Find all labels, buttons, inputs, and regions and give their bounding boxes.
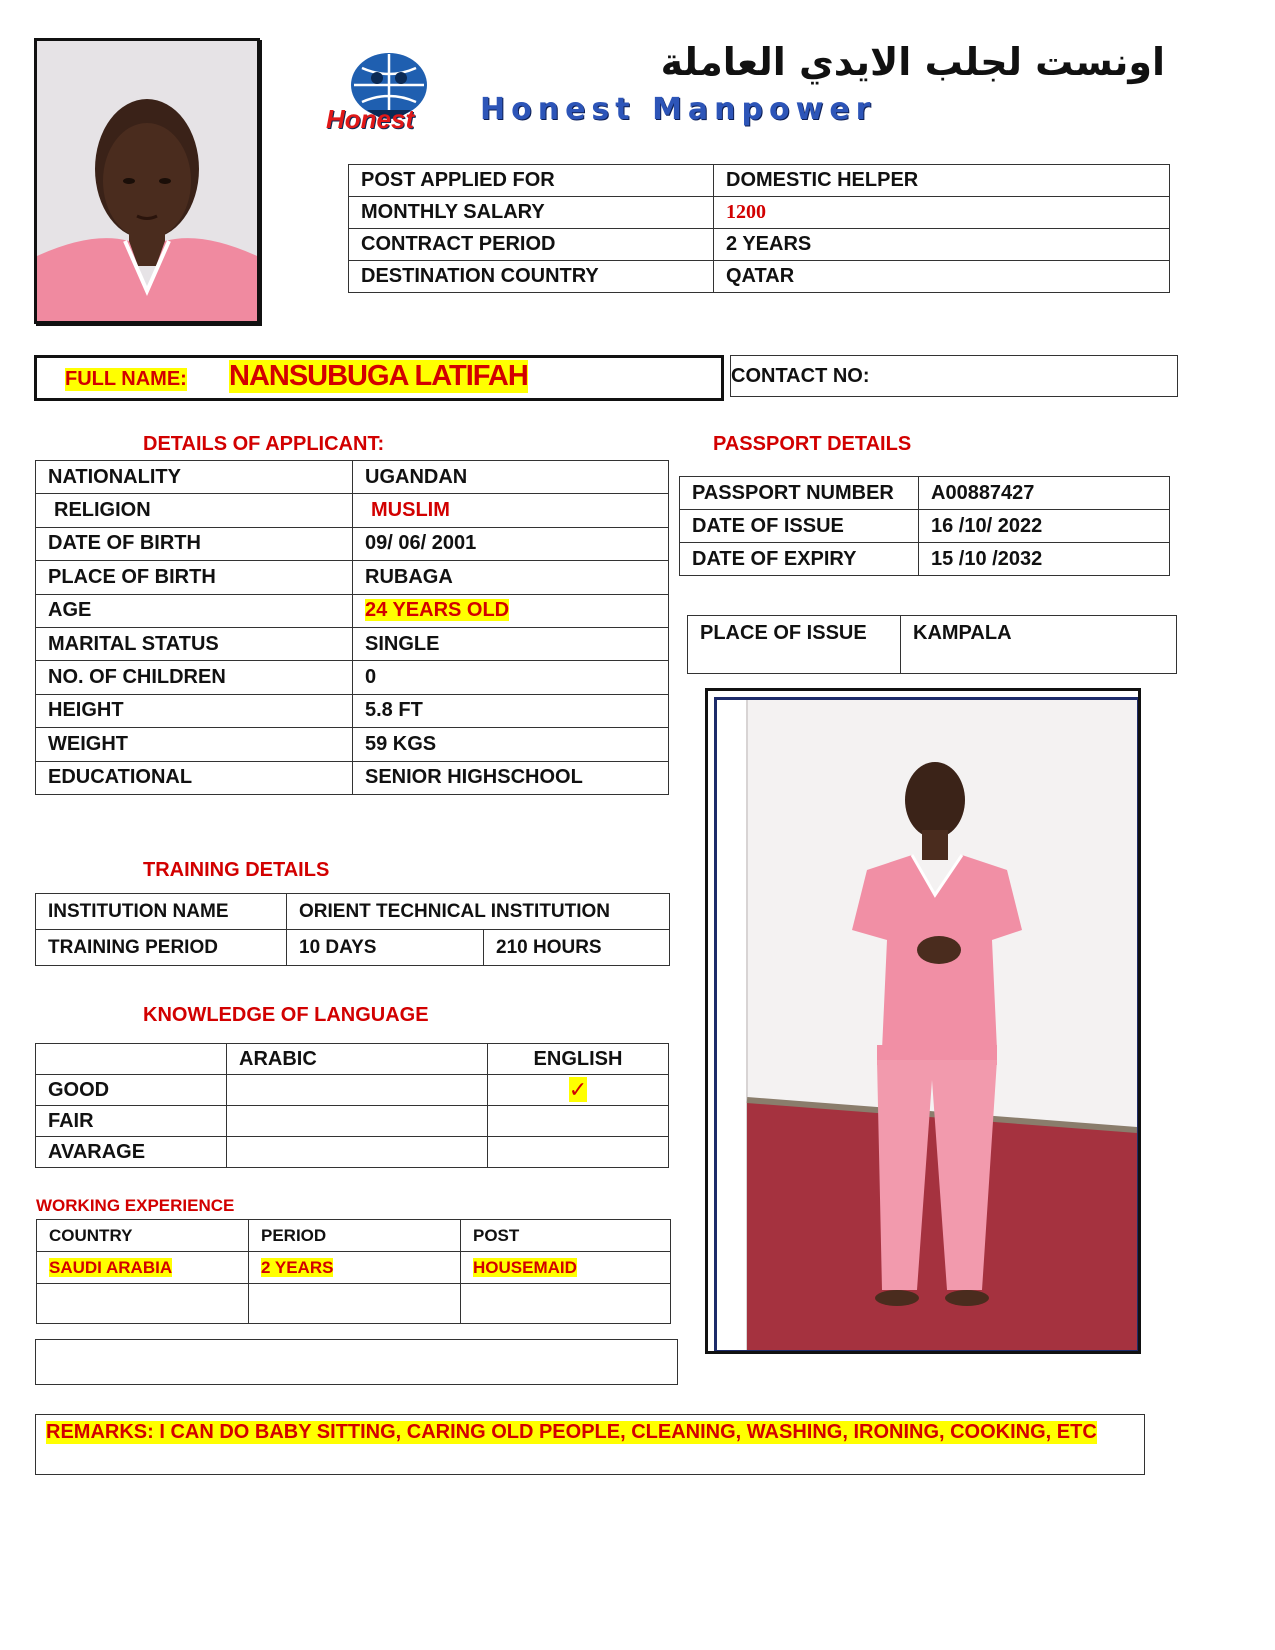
row-value: [353, 728, 669, 761]
row-value: [919, 477, 1170, 510]
applicant-details-table: [35, 460, 669, 795]
remarks-text: REMARKS: I CAN DO BABY SITTING, CARING OLD PEOPLE, CLEANING, WASHING, IRONING, COOKING, ETC: [46, 1421, 1097, 1443]
language-col-arabic: ARABIC: [227, 1044, 488, 1075]
row-label: RELIGION: [36, 494, 353, 527]
table-row: [680, 543, 1170, 576]
table-row: [36, 494, 669, 527]
row-value-text: UGANDAN: [365, 465, 468, 488]
table-row: [680, 477, 1170, 510]
language-corner-cell: [36, 1044, 227, 1075]
arabic-fair-cell: [227, 1106, 488, 1137]
place-of-issue-table: [687, 615, 1177, 674]
row-value-text: 0: [365, 666, 377, 689]
row-value-text: MUSLIM: [371, 499, 450, 522]
row-label: WEIGHT: [36, 728, 353, 761]
row-value-text: SINGLE: [365, 632, 440, 655]
training-heading: TRAINING DETAILS: [143, 859, 330, 881]
row-value: [353, 461, 669, 494]
experience-country: SAUDI ARABIA: [49, 1257, 173, 1277]
row-label: DATE OF ISSUE: [680, 510, 919, 543]
company-name-english: Honest Manpower: [480, 92, 877, 127]
training-hours: 210 HOURS: [484, 930, 670, 966]
experience-col-post: POST: [461, 1220, 671, 1252]
row-label: AGE: [36, 594, 353, 627]
language-table: [35, 1043, 669, 1168]
language-heading: KNOWLEDGE OF LANGUAGE: [143, 1004, 429, 1026]
training-period-label: TRAINING PERIOD: [36, 930, 287, 966]
row-label: DATE OF EXPIRY: [680, 543, 919, 576]
table-row: [36, 561, 669, 594]
row-label: POST APPLIED FOR: [349, 165, 714, 197]
language-row-average: AVARAGE: [36, 1137, 227, 1168]
applicant-portrait-photo: [34, 38, 260, 324]
row-label: CONTRACT PERIOD: [349, 229, 714, 261]
row-label: PLACE OF BIRTH: [36, 561, 353, 594]
row-value: [714, 197, 1170, 229]
place-of-issue-label: PLACE OF ISSUE: [688, 616, 901, 674]
english-fair-cell: [488, 1106, 669, 1137]
passport-heading: PASSPORT DETAILS: [713, 433, 912, 455]
table-row: [36, 627, 669, 660]
experience-col-period: PERIOD: [249, 1220, 461, 1252]
table-row: [37, 1252, 671, 1284]
table-row: [36, 661, 669, 694]
table-row: [349, 261, 1170, 293]
row-label: EDUCATIONAL: [36, 761, 353, 794]
experience-col-country: COUNTRY: [37, 1220, 249, 1252]
row-value: [353, 627, 669, 660]
table-row: [349, 229, 1170, 261]
row-value: [353, 561, 669, 594]
applicant-heading: DETAILS OF APPLICANT:: [143, 433, 385, 455]
contact-box: [730, 355, 1178, 397]
row-value-text: 5.8 FT: [365, 699, 423, 722]
row-value-text: 15 /10 /2032: [931, 547, 1043, 570]
language-col-english: ENGLISH: [488, 1044, 669, 1075]
row-label: NO. OF CHILDREN: [36, 661, 353, 694]
row-value: [353, 494, 669, 527]
english-good-cell: [488, 1075, 669, 1106]
row-value-text: QATAR: [726, 265, 795, 287]
row-value-text: DOMESTIC HELPER: [726, 169, 919, 191]
row-label: DESTINATION COUNTRY: [349, 261, 714, 293]
row-value: [353, 694, 669, 727]
table-row: [36, 594, 669, 627]
row-label: NATIONALITY: [36, 461, 353, 494]
arabic-good-cell: [227, 1075, 488, 1106]
training-table: [35, 893, 670, 966]
passport-table: [679, 476, 1170, 576]
english-average-cell: [488, 1137, 669, 1168]
arabic-average-cell: [227, 1137, 488, 1168]
row-value-text: 09/ 06/ 2001: [365, 532, 477, 555]
row-label: MARITAL STATUS: [36, 627, 353, 660]
row-value: [353, 761, 669, 794]
row-value: [353, 594, 669, 627]
table-row: [37, 1284, 671, 1324]
table-row: [36, 694, 669, 727]
table-row: [36, 461, 669, 494]
row-value: [353, 527, 669, 560]
experience-table: [36, 1219, 671, 1324]
experience-post: HOUSEMAID: [473, 1257, 577, 1277]
full-body-illustration: [717, 700, 1137, 1350]
row-value-text: A00887427: [931, 481, 1035, 504]
row-value: [714, 229, 1170, 261]
table-row: [680, 510, 1170, 543]
row-label: DATE OF BIRTH: [36, 527, 353, 560]
table-row: [349, 165, 1170, 197]
row-label: MONTHLY SALARY: [349, 197, 714, 229]
place-of-issue-value: KAMPALA: [901, 616, 1177, 674]
applicant-full-body-photo: [705, 688, 1141, 1354]
check-mark-icon: ✓: [568, 1077, 588, 1102]
row-value: [714, 165, 1170, 197]
company-logo: [322, 50, 452, 138]
row-value-text: RUBAGA: [365, 565, 453, 588]
row-value-text: 2 YEARS: [726, 233, 812, 255]
row-label: HEIGHT: [36, 694, 353, 727]
row-value-text: 59 KGS: [365, 732, 437, 755]
row-value: [919, 510, 1170, 543]
language-row-fair: FAIR: [36, 1106, 227, 1137]
training-days: 10 DAYS: [287, 930, 484, 966]
portrait-illustration: [37, 41, 257, 321]
row-label: PASSPORT NUMBER: [680, 477, 919, 510]
logo-mark-text: Honest: [326, 104, 415, 134]
row-value: [919, 543, 1170, 576]
table-row: [36, 761, 669, 794]
blank-box: [35, 1339, 678, 1385]
row-value-text: SENIOR HIGHSCHOOL: [365, 766, 583, 789]
table-row: [36, 728, 669, 761]
row-value-text: 24 YEARS OLD: [365, 599, 510, 622]
job-details-table: [348, 164, 1170, 293]
institution-label: INSTITUTION NAME: [36, 894, 287, 930]
company-name-arabic: اونست لجلب الايدي العاملة: [660, 40, 1165, 84]
full-name-value: NANSUBUGA LATIFAH: [229, 360, 528, 392]
experience-period: 2 YEARS: [261, 1257, 334, 1277]
table-row: [349, 197, 1170, 229]
row-value: [353, 661, 669, 694]
row-value: [714, 261, 1170, 293]
contact-label: CONTACT NO:: [731, 365, 870, 387]
row-value-text: 1200: [726, 201, 766, 223]
experience-heading: WORKING EXPERIENCE: [36, 1196, 235, 1215]
language-row-good: GOOD: [36, 1075, 227, 1106]
full-name-box: [34, 355, 724, 401]
institution-value: ORIENT TECHNICAL INSTITUTION: [287, 894, 670, 930]
row-value-text: 16 /10/ 2022: [931, 514, 1043, 537]
remarks-box: [35, 1414, 1145, 1475]
full-name-label: FULL NAME:: [65, 368, 187, 390]
table-row: [36, 527, 669, 560]
